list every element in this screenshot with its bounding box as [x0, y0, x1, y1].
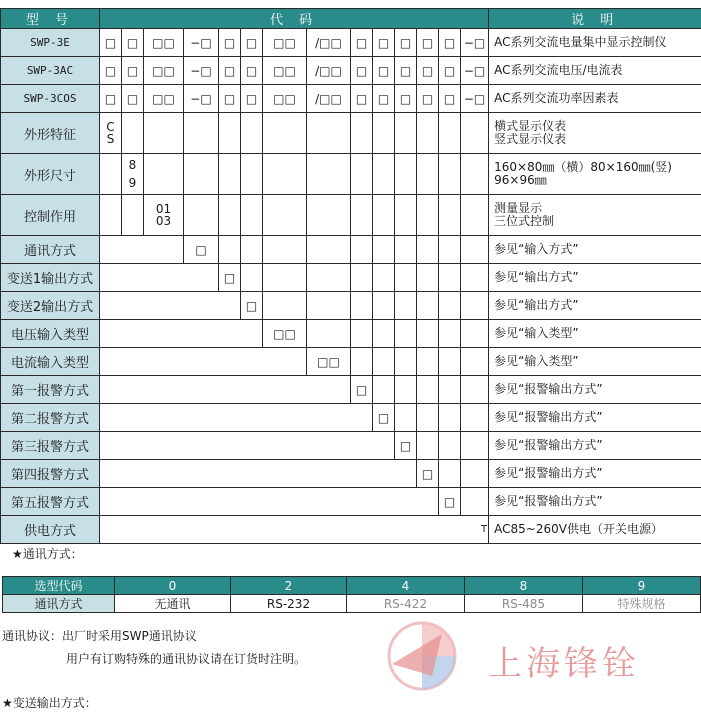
size-desc-line: 96×96㎜	[494, 173, 547, 187]
code-cell: −□	[461, 29, 489, 57]
empty-code-cell	[395, 264, 417, 292]
power-row	[1, 516, 701, 544]
option-label: 第五报警方式	[1, 488, 100, 516]
option-row	[1, 348, 701, 376]
code-cell: □	[417, 85, 439, 113]
code-cell: □	[219, 85, 241, 113]
option-row	[1, 292, 701, 320]
control-code-03: 03	[155, 214, 172, 228]
empty-code-cell	[439, 432, 461, 460]
empty-code-cell	[439, 376, 461, 404]
option-row	[1, 460, 701, 488]
option-desc: 参见“输出方式”	[489, 292, 701, 320]
empty-code-cell	[417, 236, 439, 264]
empty-code-cell	[263, 292, 307, 320]
comm-value-cell: RS-485	[465, 595, 583, 613]
code-cell: □	[439, 29, 461, 57]
option-row	[1, 236, 701, 264]
output-title: ★变送输出方式：	[2, 696, 97, 710]
comm-value-cell: 特殊规格	[583, 595, 701, 613]
code-cell: □	[439, 57, 461, 85]
empty-code-cell	[351, 264, 373, 292]
option-row	[1, 488, 701, 516]
size-label: 外形尺寸	[1, 154, 100, 195]
comm-header-cell: 8	[465, 577, 583, 595]
empty-code-cell	[461, 432, 489, 460]
code-cell: □	[351, 85, 373, 113]
empty-code-cell	[307, 264, 351, 292]
empty-code-cell	[395, 376, 417, 404]
header-desc: 说 明	[489, 9, 701, 29]
empty-code-cell	[439, 348, 461, 376]
empty-code-cell	[351, 348, 373, 376]
empty-code-cell	[395, 348, 417, 376]
code-cell: □	[395, 85, 417, 113]
option-desc: 参见“输入类型”	[489, 348, 701, 376]
option-row	[1, 264, 701, 292]
empty-code-cell	[373, 236, 395, 264]
size-codes	[122, 154, 144, 195]
code-cell: □	[417, 29, 439, 57]
control-code-01: 01	[155, 202, 172, 216]
empty-code-cell	[417, 376, 439, 404]
protocol-line-2: 用户有订购特殊的通讯协议请在订货时注明。	[66, 652, 307, 666]
empty-code-cell	[417, 432, 439, 460]
empty-code-span	[100, 404, 373, 432]
comm-header-cell: 9	[583, 577, 701, 595]
model-name: SWP-3AC	[1, 57, 100, 85]
empty-code-span	[100, 376, 351, 404]
code-cell: □	[122, 57, 144, 85]
empty-code-cell	[461, 460, 489, 488]
option-label: 第三报警方式	[1, 432, 100, 460]
comm-value-row	[3, 595, 701, 613]
empty-code-cell	[219, 236, 241, 264]
code-cell: −□	[184, 29, 219, 57]
empty-code-cell	[417, 264, 439, 292]
empty-code-cell	[439, 292, 461, 320]
empty-code-cell	[417, 320, 439, 348]
empty-code-span	[100, 264, 219, 292]
option-label: 通讯方式	[1, 236, 100, 264]
option-row	[1, 404, 701, 432]
code-cell: −□	[461, 85, 489, 113]
size-code-8: 8	[128, 158, 137, 172]
option-code-mark: □□	[263, 320, 307, 348]
code-cell: □□	[144, 85, 184, 113]
model-row	[1, 85, 701, 113]
empty-code-cell	[395, 404, 417, 432]
empty-code-cell	[263, 264, 307, 292]
code-cell: □	[241, 57, 263, 85]
code-cell: □	[395, 57, 417, 85]
option-label: 第二报警方式	[1, 404, 100, 432]
empty-code-cell	[439, 264, 461, 292]
code-cell: □	[373, 29, 395, 57]
code-cell: □	[395, 29, 417, 57]
code-cell: □	[351, 57, 373, 85]
empty-code-cell	[351, 236, 373, 264]
code-cell: □□	[263, 57, 307, 85]
empty-code-cell	[373, 264, 395, 292]
option-label: 变送1输出方式	[1, 264, 100, 292]
empty-code-cell	[373, 376, 395, 404]
option-code-mark: □	[219, 264, 241, 292]
shape-desc-line: 横式显示仪表	[494, 119, 567, 133]
empty-code-span	[100, 236, 184, 264]
control-label: 控制作用	[1, 195, 100, 236]
size-code-9: 9	[128, 176, 137, 190]
comm-row-label: 通讯方式	[3, 595, 115, 613]
size-desc-line: 160×80㎜（横）80×160㎜(竖)	[494, 160, 672, 174]
comm-header-cell: 选型代码	[3, 577, 115, 595]
empty-code-cell	[439, 320, 461, 348]
code-cell: □	[100, 29, 122, 57]
code-cell: −□	[461, 57, 489, 85]
size-desc	[489, 154, 701, 195]
control-desc-line: 测量显示	[494, 201, 543, 215]
size-row	[1, 154, 701, 195]
code-cell: □	[100, 57, 122, 85]
empty-code-cell	[439, 404, 461, 432]
option-desc: 参见“输入方式”	[489, 236, 701, 264]
empty-code-cell	[461, 488, 489, 516]
power-desc: AC85~260V供电（开关电源）	[489, 516, 701, 544]
empty-code-cell	[241, 236, 263, 264]
empty-code-cell	[417, 404, 439, 432]
model-name: SWP-3E	[1, 29, 100, 57]
comm-value-cell: 无通讯	[115, 595, 231, 613]
empty-code-cell	[351, 320, 373, 348]
code-cell: □	[241, 29, 263, 57]
option-desc: 参见“报警输出方式”	[489, 460, 701, 488]
shape-desc	[489, 113, 701, 154]
empty-code-cell	[461, 320, 489, 348]
shape-codes	[100, 113, 122, 154]
control-codes	[144, 195, 184, 236]
option-label: 第四报警方式	[1, 460, 100, 488]
empty-code-cell	[395, 292, 417, 320]
code-cell: □	[373, 57, 395, 85]
empty-code-cell	[373, 320, 395, 348]
option-desc: 参见“报警输出方式”	[489, 488, 701, 516]
comm-header-cell: 2	[231, 577, 347, 595]
header-code: 代 码	[100, 9, 489, 29]
option-desc: 参见“报警输出方式”	[489, 432, 701, 460]
empty-code-cell	[461, 236, 489, 264]
empty-code-cell	[439, 236, 461, 264]
code-cell: □	[241, 85, 263, 113]
empty-code-cell	[307, 292, 351, 320]
control-desc	[489, 195, 701, 236]
code-cell: □	[417, 57, 439, 85]
empty-code-cell	[307, 320, 351, 348]
empty-code-cell	[461, 376, 489, 404]
code-cell: □□	[144, 57, 184, 85]
empty-code-cell	[461, 264, 489, 292]
comm-header-cell: 4	[347, 577, 465, 595]
empty-code-span	[100, 488, 439, 516]
code-cell: −□	[184, 85, 219, 113]
option-desc: 参见“报警输出方式”	[489, 404, 701, 432]
code-cell: □□	[263, 29, 307, 57]
model-row	[1, 29, 701, 57]
code-cell: □	[219, 57, 241, 85]
empty-code-span	[100, 292, 241, 320]
option-code-mark: □	[241, 292, 263, 320]
option-code-mark: □	[395, 432, 417, 460]
option-row	[1, 432, 701, 460]
empty-code-span	[100, 460, 417, 488]
comm-title: ★通讯方式：	[12, 547, 83, 561]
power-label: 供电方式	[1, 516, 100, 544]
empty-code-cell	[461, 348, 489, 376]
code-cell: /□□	[307, 57, 351, 85]
option-code-mark: □□	[307, 348, 351, 376]
empty-code-cell	[307, 236, 351, 264]
option-desc: 参见“输入类型”	[489, 320, 701, 348]
power-code: T	[100, 516, 489, 544]
empty-code-cell	[351, 292, 373, 320]
code-cell: /□□	[307, 29, 351, 57]
shape-label: 外形特征	[1, 113, 100, 154]
model-row	[1, 57, 701, 85]
company-logo-text: 上海锋铨	[488, 644, 640, 684]
comm-value-cell: RS-422	[347, 595, 465, 613]
model-desc: AC系列交流功率因素表	[489, 85, 701, 113]
empty-code-cell	[395, 236, 417, 264]
code-cell: □□	[144, 29, 184, 57]
empty-code-cell	[439, 460, 461, 488]
code-cell: /□□	[307, 85, 351, 113]
code-cell: □□	[263, 85, 307, 113]
comm-header-cell: 0	[115, 577, 231, 595]
code-cell: −□	[184, 57, 219, 85]
empty-code-span	[100, 348, 307, 376]
code-cell: □	[373, 85, 395, 113]
empty-code-cell	[241, 264, 263, 292]
comm-header-row	[3, 577, 701, 595]
shape-code-c: C	[106, 120, 115, 134]
empty-code-cell	[373, 292, 395, 320]
protocol-line-1: 通讯协议：出厂时采用SWP通讯协议	[2, 629, 197, 643]
header-model: 型 号	[1, 9, 100, 29]
control-row	[1, 195, 701, 236]
option-desc: 参见“报警输出方式”	[489, 376, 701, 404]
empty-code-cell	[395, 320, 417, 348]
empty-code-span	[100, 432, 395, 460]
code-cell: □	[122, 85, 144, 113]
option-code-mark: □	[351, 376, 373, 404]
empty-code-cell	[417, 348, 439, 376]
model-name: SWP-3COS	[1, 85, 100, 113]
shape-desc-line: 竖式显示仪表	[494, 132, 567, 146]
header-row	[1, 9, 701, 29]
model-code-table	[0, 8, 701, 544]
option-row	[1, 320, 701, 348]
option-label: 电压输入类型	[1, 320, 100, 348]
empty-code-cell	[461, 292, 489, 320]
model-desc: AC系列交流电量集中显示控制仪	[489, 29, 701, 57]
option-code-mark: □	[439, 488, 461, 516]
code-cell: □	[439, 85, 461, 113]
shape-code-s: S	[106, 132, 115, 146]
option-label: 电流输入类型	[1, 348, 100, 376]
empty-code-span	[100, 320, 263, 348]
code-cell: □	[122, 29, 144, 57]
code-cell: □	[351, 29, 373, 57]
comm-table	[2, 576, 701, 613]
comm-value-cell: RS-232	[231, 595, 347, 613]
option-code-mark: □	[417, 460, 439, 488]
model-desc: AC系列交流电压/电流表	[489, 57, 701, 85]
option-label: 变送2输出方式	[1, 292, 100, 320]
shape-row	[1, 113, 701, 154]
code-cell: □	[100, 85, 122, 113]
empty-code-cell	[263, 236, 307, 264]
option-code-mark: □	[184, 236, 219, 264]
option-label: 第一报警方式	[1, 376, 100, 404]
empty-code-cell	[461, 404, 489, 432]
code-cell: □	[219, 29, 241, 57]
option-code-mark: □	[373, 404, 395, 432]
control-desc-line: 三位式控制	[494, 214, 555, 228]
empty-code-cell	[417, 292, 439, 320]
option-row	[1, 376, 701, 404]
option-desc: 参见“输出方式”	[489, 264, 701, 292]
empty-code-cell	[373, 348, 395, 376]
